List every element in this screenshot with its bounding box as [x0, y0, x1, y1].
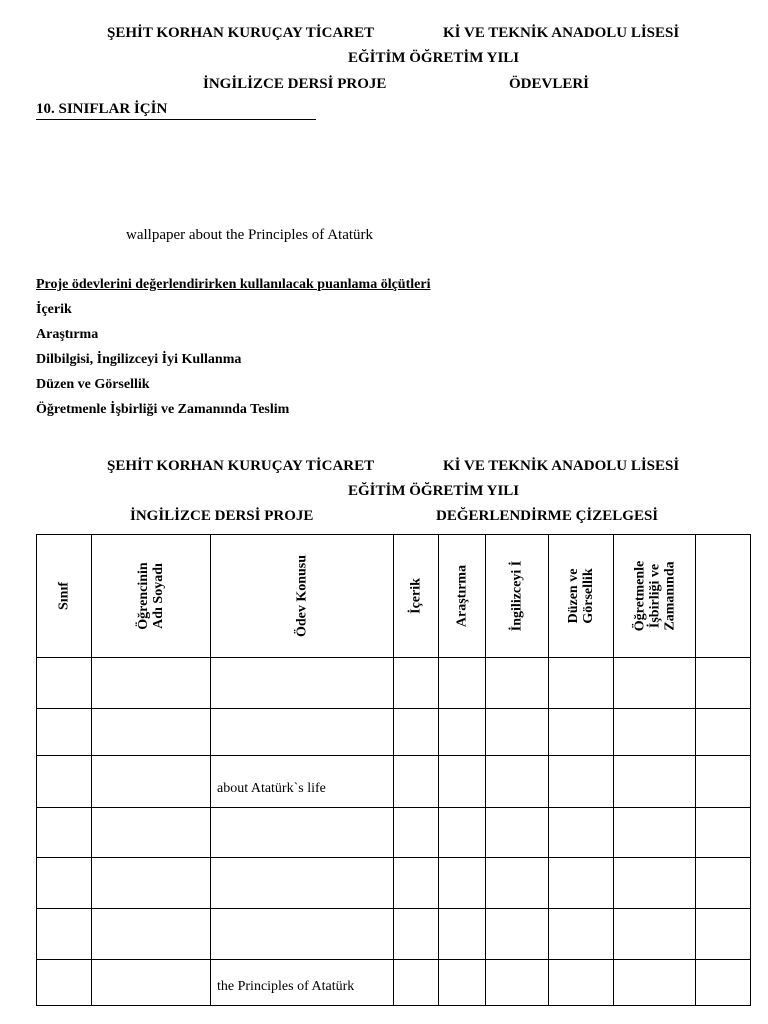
topic-cell: about Atatürk`s life: [211, 756, 394, 808]
table-row: [37, 858, 751, 909]
grade-heading: 10. SINIFLAR İÇİN: [36, 101, 316, 120]
header-student-name: Öğrencinin Adı Soyadı: [92, 535, 211, 658]
criteria-item: Düzen ve Görsellik: [36, 377, 150, 392]
header-class: Sınıf: [37, 535, 92, 658]
course-project-title: İNGİLİZCE DERSİ PROJE: [130, 508, 314, 524]
criteria-item: Araştırma: [36, 327, 99, 342]
topic-cell: [211, 808, 394, 858]
header-research: Araştırma: [439, 535, 486, 658]
criteria-item: Dilbilgisi, İngilizceyi İyi Kullanma: [36, 352, 242, 367]
school-name-right: Kİ VE TEKNİK ANADOLU LİSESİ: [443, 25, 680, 41]
table-row: [37, 960, 751, 1006]
header-assignment-topic: Ödev Konusu: [211, 535, 394, 658]
topic-cell: [211, 658, 394, 709]
table-row: [37, 808, 751, 858]
criteria-item: Öğretmenle İşbirliği ve Zamanında Teslim: [36, 402, 290, 417]
header-content: İçerik: [394, 535, 439, 658]
evaluation-chart-title: DEĞERLENDİRME ÇİZELGESİ: [436, 508, 659, 524]
topic-cell: [211, 858, 394, 909]
assignments-title: ÖDEVLERİ: [509, 76, 590, 92]
course-project-title: İNGİLİZCE DERSİ PROJE: [203, 76, 387, 92]
table-row: [37, 756, 751, 808]
topic-cell: [211, 709, 394, 756]
table-row: [37, 709, 751, 756]
academic-year-title: EĞİTİM ÖĞRETİM YILI: [348, 50, 520, 66]
school-name-left: ŞEHİT KORHAN KURUÇAY TİCARET: [107, 25, 375, 41]
topic-cell: the Principles of Atatürk: [211, 960, 394, 1006]
topic-cell: [211, 909, 394, 960]
school-name-right: Kİ VE TEKNİK ANADOLU LİSESİ: [443, 458, 680, 474]
criteria-title: Proje ödevlerini değerlendirirken kullanılacak puanlama ölçütleri: [36, 277, 431, 292]
evaluation-table: [36, 534, 751, 1006]
school-name-left: ŞEHİT KORHAN KURUÇAY TİCARET: [107, 458, 375, 474]
header-layout-visuals: Düzen ve Görsellik: [549, 535, 614, 658]
header-english-usage: İngilizceyi İ: [486, 535, 549, 658]
table-row: [37, 658, 751, 709]
academic-year-title: EĞİTİM ÖĞRETİM YILI: [348, 483, 520, 499]
table-header-row: [37, 535, 751, 658]
table-row: [37, 909, 751, 960]
header-teacher-cooperation: Öğretmenle İşbirliği ve Zamanında: [614, 535, 696, 658]
project-topic: wallpaper about the Principles of Atatürk: [126, 227, 374, 243]
criteria-item: İçerik: [36, 302, 72, 317]
header-empty: [696, 535, 751, 658]
